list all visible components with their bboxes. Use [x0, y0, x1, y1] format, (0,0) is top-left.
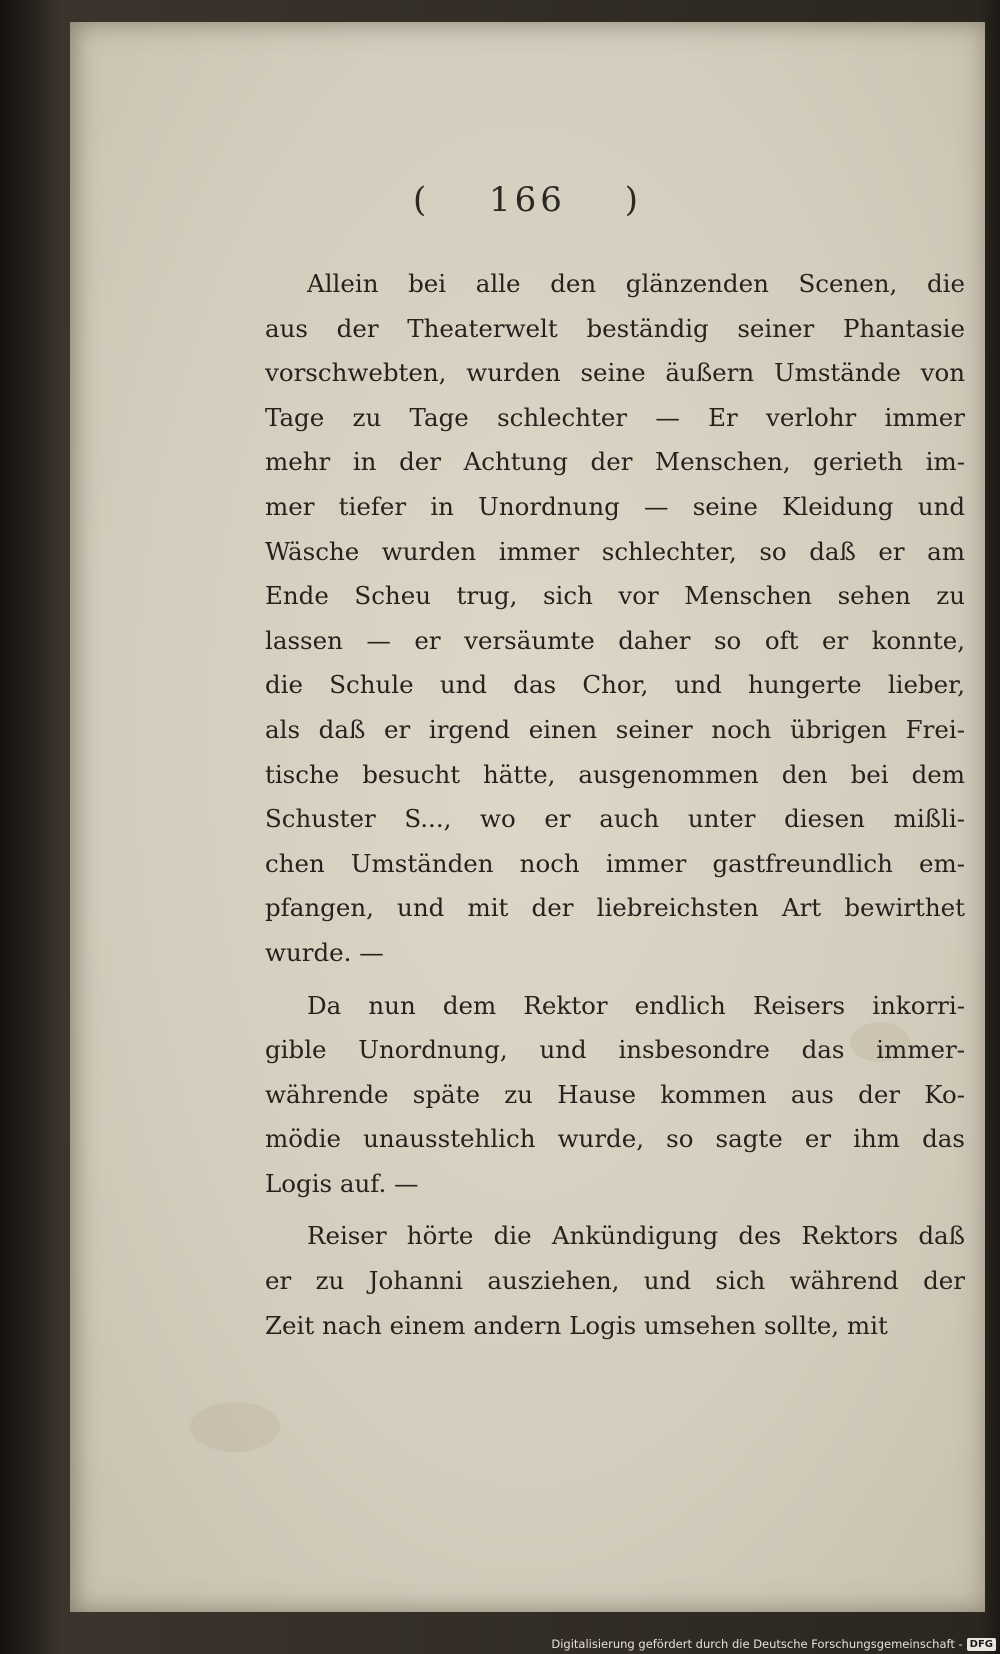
text-line: pfangen, und mit der liebreichsten Art bewirthet: [265, 893, 965, 923]
text-line: aus der Theaterwelt beständig seiner Phantasie: [265, 313, 965, 343]
dfg-logo-badge: DFG: [967, 1638, 996, 1651]
body-text: [265, 262, 965, 1348]
text-line: währende späte zu Hause kommen aus der Ko-: [265, 1079, 965, 1109]
text-line: mer tiefer in Unordnung — seine Kleidung und: [265, 491, 965, 521]
text-line: Zeit nach einem andern Logis umsehen sollte, mit: [265, 1310, 888, 1340]
book-page: [70, 22, 985, 1612]
text-line: lassen — er versäumte daher so oft er konnte,: [265, 625, 965, 655]
credit-text: Digitalisierung gefördert durch die Deutsche Forschungsgemeinschaft -: [551, 1637, 963, 1651]
paragraph: [265, 984, 965, 1207]
text-line: Da nun dem Rektor endlich Reisers inkorri-: [307, 990, 965, 1020]
text-line: Logis auf. —: [265, 1168, 419, 1198]
text-line: Wäsche wurden immer schlechter, so daß er am: [265, 536, 965, 566]
page-header: [70, 180, 985, 220]
text-line: vorschwebten, wurden seine äußern Umstände von: [265, 358, 965, 388]
page-number: 166: [489, 180, 566, 220]
text-line: chen Umständen noch immer gastfreundlich em-: [265, 848, 965, 878]
text-line: mehr in der Achtung der Menschen, gerieth im-: [265, 447, 965, 477]
text-line: er zu Johanni ausziehen, und sich während der: [265, 1266, 965, 1296]
text-line: Tage zu Tage schlechter — Er verlohr immer: [265, 402, 965, 432]
text-line: wurde. —: [265, 937, 384, 967]
text-line: gible Unordnung, und insbesondre das immer-: [265, 1035, 965, 1065]
text-line: Schuster S..., wo er auch unter diesen mißli-: [265, 804, 965, 834]
paragraph-gap: [265, 976, 965, 984]
text-line: Reiser hörte die Ankündigung des Rektors daß: [307, 1221, 965, 1251]
text-line: als daß er irgend einen seiner noch übrigen Frei-: [265, 714, 965, 744]
text-line: tische besucht hätte, ausgenommen den bei dem: [265, 759, 965, 789]
paragraph: [265, 1214, 965, 1348]
text-line: die Schule und das Chor, und hungerte lieber,: [265, 670, 965, 700]
text-line: mödie unausstehlich wurde, so sagte er ihm das: [265, 1124, 965, 1154]
paper-stain: [190, 1402, 280, 1452]
bracket-open: (: [412, 180, 431, 220]
text-line: Allein bei alle den glänzenden Scenen, die: [307, 269, 965, 298]
bracket-close: ): [624, 180, 643, 220]
text-line: Ende Scheu trug, sich vor Menschen sehen zu: [265, 581, 965, 611]
paragraph-gap: [265, 1206, 965, 1214]
digitization-credit: [551, 1637, 996, 1651]
paragraph: [265, 262, 965, 976]
